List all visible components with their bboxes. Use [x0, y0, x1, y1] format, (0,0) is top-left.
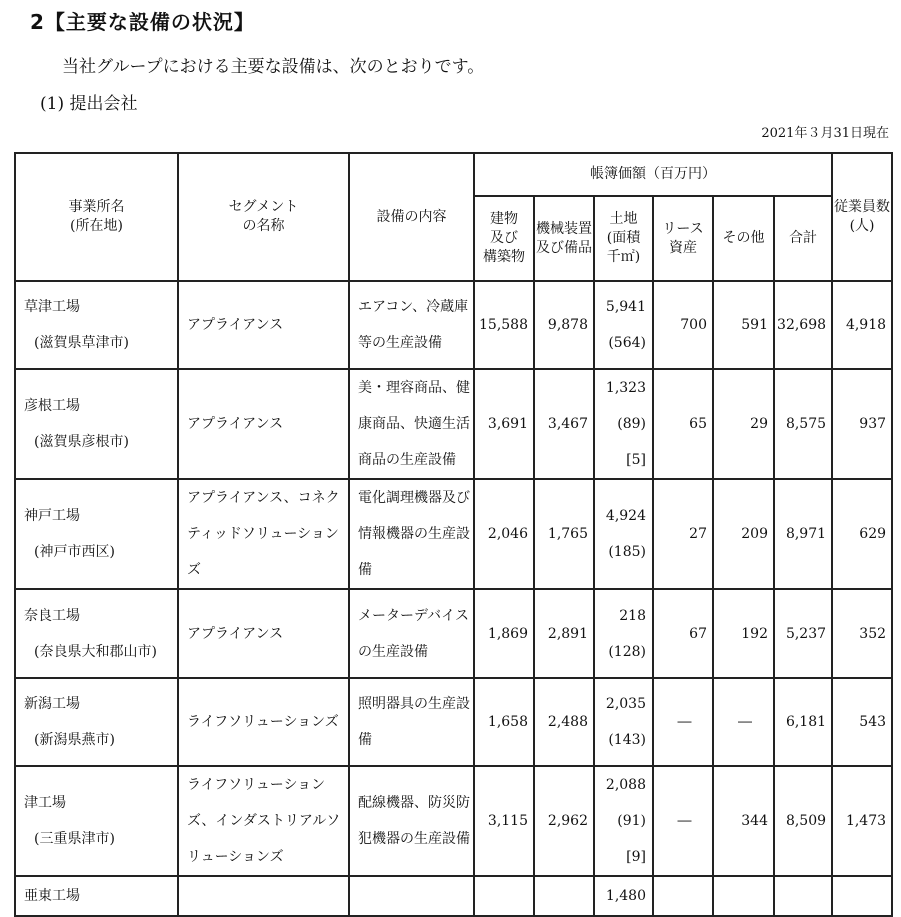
cell-employees: 352 [832, 589, 892, 678]
cell-other: 29 [713, 369, 774, 479]
header-land: 土地 (面積 千㎡) [594, 196, 653, 281]
cell-equipment: メーターデバイス の生産設備 [349, 589, 474, 678]
header-book-value: 帳簿価額（百万円） [474, 153, 832, 196]
cell-office: 彦根工場 (滋賀県彦根市) [15, 369, 178, 479]
cell-office: 新潟工場 (新潟県燕市) [15, 678, 178, 766]
header-total: 合計 [774, 196, 832, 281]
cell-land: 2,088 (91) [9] [594, 766, 653, 876]
facilities-table [14, 152, 893, 917]
table-row [15, 678, 892, 766]
cell-machinery: 1,765 [534, 479, 594, 589]
cell-buildings: 2,046 [474, 479, 534, 589]
cell-land: 1,480 [594, 876, 653, 916]
cell-equipment: エアコン、冷蔵庫 等の生産設備 [349, 281, 474, 369]
cell-buildings [474, 876, 534, 916]
cell-segment: アプライアンス [178, 369, 349, 479]
cell-total: 32,698 [774, 281, 832, 369]
cell-employees: 4,918 [832, 281, 892, 369]
cell-machinery: 9,878 [534, 281, 594, 369]
header-segment: セグメント の名称 [178, 153, 349, 281]
cell-land: 1,323 (89) [5] [594, 369, 653, 479]
table-row [15, 876, 892, 916]
table-row [15, 281, 892, 369]
header-employees: 従業員数 (人) [832, 153, 892, 281]
header-machinery: 機械装置 及び備品 [534, 196, 594, 281]
cell-equipment: 美・理容商品、健 康商品、快適生活 商品の生産設備 [349, 369, 474, 479]
cell-total [774, 876, 832, 916]
table-row [15, 589, 892, 678]
cell-segment: ライフソリューションズ [178, 678, 349, 766]
cell-office: 神戸工場 (神戸市西区) [15, 479, 178, 589]
cell-total: 8,971 [774, 479, 832, 589]
table-row [15, 479, 892, 589]
as-of-date: 2021年３月31日現在 [761, 126, 889, 141]
header-equipment: 設備の内容 [349, 153, 474, 281]
cell-employees: 629 [832, 479, 892, 589]
cell-segment: アプライアンス、コネク ティッドソリューション ズ [178, 479, 349, 589]
cell-office: 津工場 (三重県津市) [15, 766, 178, 876]
cell-lease: ― [653, 766, 713, 876]
cell-equipment: 照明器具の生産設 備 [349, 678, 474, 766]
cell-machinery: 3,467 [534, 369, 594, 479]
cell-office: 草津工場 (滋賀県草津市) [15, 281, 178, 369]
cell-segment: アプライアンス [178, 281, 349, 369]
cell-total: 8,509 [774, 766, 832, 876]
cell-equipment: 配線機器、防災防 犯機器の生産設備 [349, 766, 474, 876]
cell-machinery: 2,488 [534, 678, 594, 766]
cell-equipment: 電化調理機器及び 情報機器の生産設 備 [349, 479, 474, 589]
subsection-title: (1) 提出会社 [40, 94, 138, 114]
cell-other [713, 876, 774, 916]
cell-lease: 27 [653, 479, 713, 589]
cell-other: 209 [713, 479, 774, 589]
cell-machinery: 2,891 [534, 589, 594, 678]
header-lease: リース 資産 [653, 196, 713, 281]
cell-lease: ― [653, 678, 713, 766]
cell-other: 591 [713, 281, 774, 369]
cell-total: 5,237 [774, 589, 832, 678]
cell-segment: ライフソリューション ズ、インダストリアルソ リューションズ [178, 766, 349, 876]
cell-buildings: 3,115 [474, 766, 534, 876]
intro-text: 当社グループにおける主要な設備は、次のとおりです。 [62, 57, 485, 77]
cell-employees [832, 876, 892, 916]
cell-office: 亜東工場 [15, 876, 178, 916]
cell-other: 192 [713, 589, 774, 678]
cell-lease: 67 [653, 589, 713, 678]
table-row [15, 766, 892, 876]
cell-machinery: 2,962 [534, 766, 594, 876]
cell-land: 2,035 (143) [594, 678, 653, 766]
cell-other: 344 [713, 766, 774, 876]
cell-lease: 65 [653, 369, 713, 479]
cell-segment: アプライアンス [178, 589, 349, 678]
cell-segment [178, 876, 349, 916]
table-row [15, 369, 892, 479]
cell-buildings: 1,658 [474, 678, 534, 766]
section-heading: 2【主要な設備の状況】 [30, 10, 255, 34]
cell-employees: 937 [832, 369, 892, 479]
cell-land: 5,941 (564) [594, 281, 653, 369]
cell-employees: 1,473 [832, 766, 892, 876]
header-buildings: 建物 及び 構築物 [474, 196, 534, 281]
cell-buildings: 3,691 [474, 369, 534, 479]
cell-total: 6,181 [774, 678, 832, 766]
cell-land: 4,924 (185) [594, 479, 653, 589]
cell-total: 8,575 [774, 369, 832, 479]
cell-lease: 700 [653, 281, 713, 369]
cell-land: 218 (128) [594, 589, 653, 678]
cell-other: ― [713, 678, 774, 766]
header-office: 事業所名 (所在地) [15, 153, 178, 281]
cell-equipment [349, 876, 474, 916]
header-other: その他 [713, 196, 774, 281]
cell-employees: 543 [832, 678, 892, 766]
cell-office: 奈良工場 (奈良県大和郡山市) [15, 589, 178, 678]
cell-lease [653, 876, 713, 916]
cell-machinery [534, 876, 594, 916]
cell-buildings: 15,588 [474, 281, 534, 369]
cell-buildings: 1,869 [474, 589, 534, 678]
